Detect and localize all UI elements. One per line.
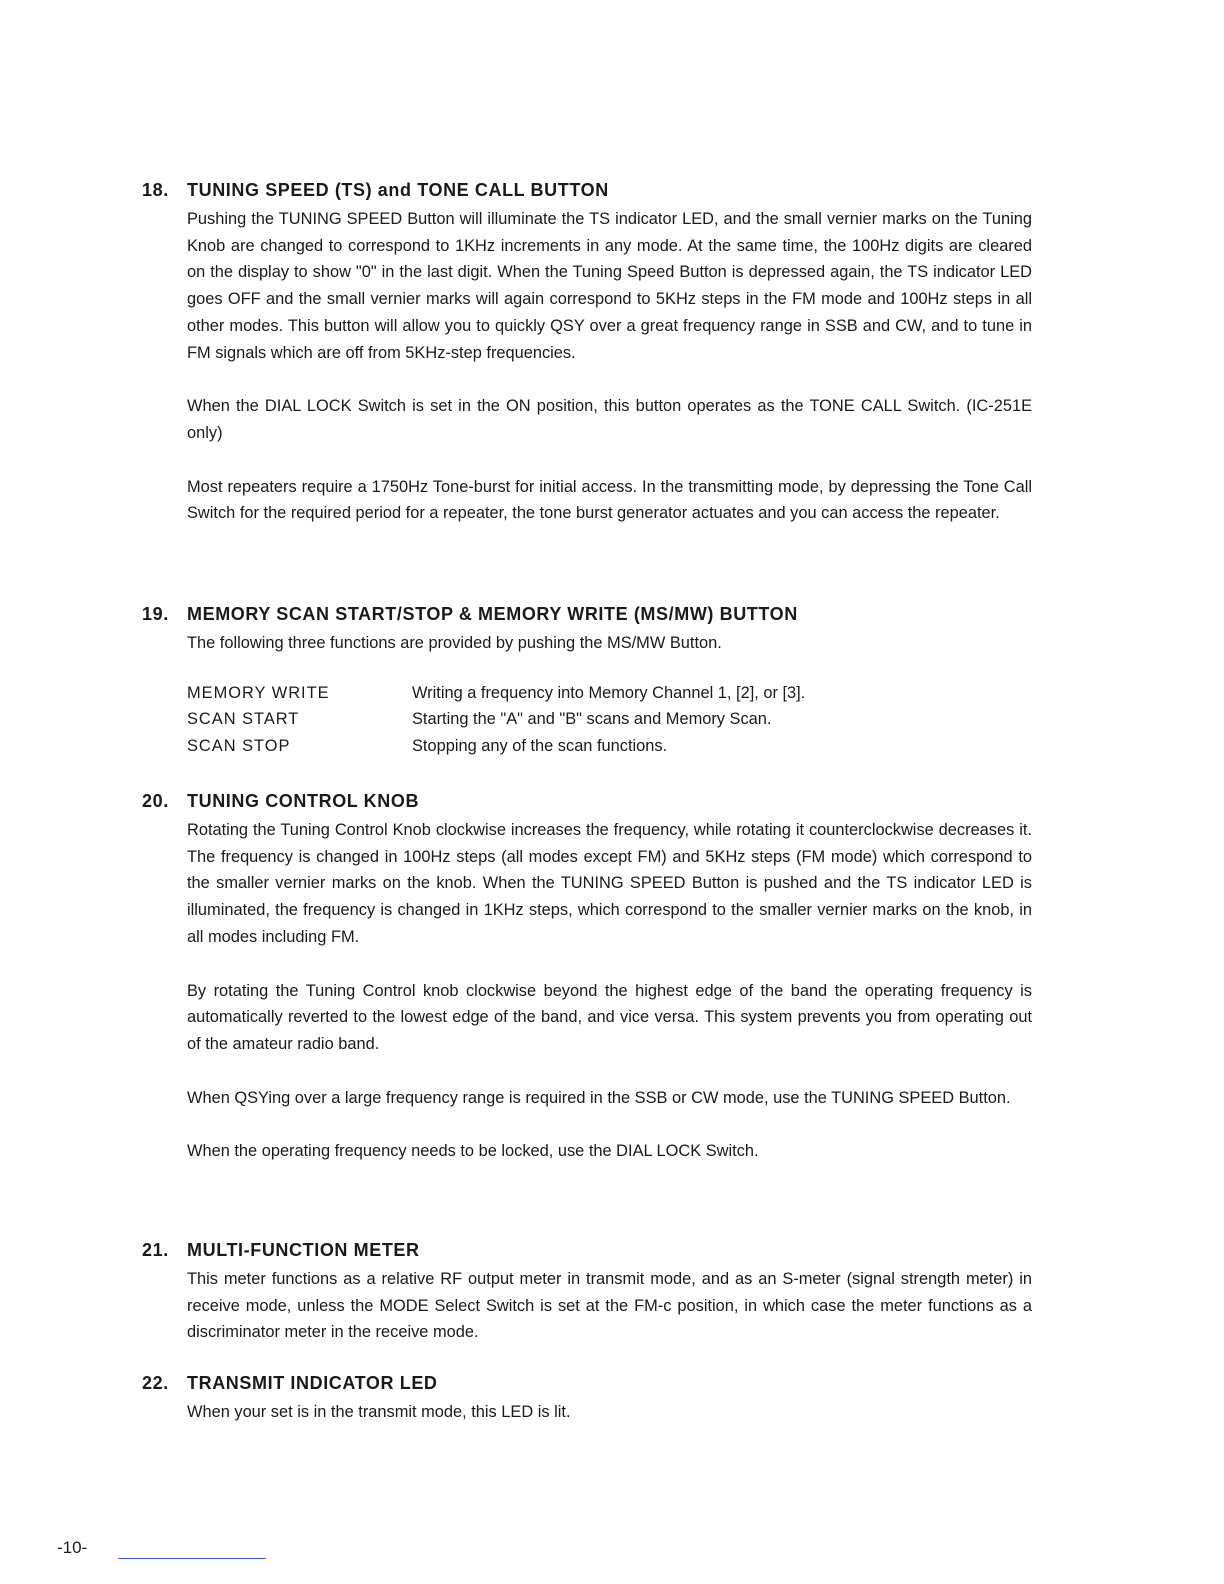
paragraph: Rotating the Tuning Control Knob clockwise increases the frequency, while rotating it counterclockwise decreases it. The frequency is changed in 100Hz steps (all modes except FM) and 5KHz steps (FM mode) which correspond to the smaller vernier marks on the knob. When the TUNING SPEED Button is pushed and the TS indicator LED is illuminated, the frequency is changed in 1KHz steps, which correspond to the smaller vernier marks on the knob, in all modes including FM.: [187, 821, 1032, 946]
section-title: TUNING SPEED (TS) and TONE CALL BUTTON: [187, 180, 609, 200]
function-row: [187, 684, 805, 711]
paragraph: When the DIAL LOCK Switch is set in the ON position, this button operates as the TONE CALL Switch. (IC-251E only): [187, 397, 1032, 442]
function-row: [187, 710, 805, 737]
section-20: [142, 791, 1032, 1165]
footer-rule: [118, 1558, 266, 1559]
paragraph: Most repeaters require a 1750Hz Tone-burst for initial access. In the transmitting mode, by depressing the Tone Call Switch for the required period for a repeater, the tone burst generator actuates and you can access the repeater.: [187, 477, 1032, 523]
function-term: MEMORY WRITE: [187, 683, 330, 702]
function-row: [187, 737, 805, 764]
section-heading: [142, 1373, 1032, 1399]
function-desc: Writing a frequency into Memory Channel 1, [2], or [3].: [412, 683, 806, 702]
paragraph: This meter functions as a relative RF output meter in transmit mode, and as an S-meter (signal strength meter) in receive mode, unless the MODE Select Switch is set at the FM-c position, in which case the meter functions as a discriminator meter in the receive mode.: [187, 1270, 1032, 1342]
section-number: 19.: [142, 604, 169, 624]
function-term: SCAN START: [187, 710, 300, 729]
paragraph: The following three functions are provided by pushing the MS/MW Button.: [187, 634, 722, 652]
section-number: 21.: [142, 1240, 169, 1260]
section-number: 20.: [142, 791, 169, 811]
paragraph: By rotating the Tuning Control knob clockwise beyond the highest edge of the band the operating frequency is automatically reverted to the lowest edge of the band, and vice versa. This system prevents you from operating out of the amateur radio band.: [187, 981, 1032, 1053]
section-heading: [142, 791, 1032, 817]
section-number: 22.: [142, 1373, 169, 1393]
section-title: TRANSMIT INDICATOR LED: [187, 1373, 438, 1393]
section-22: [142, 1373, 1032, 1426]
function-term: SCAN STOP: [187, 736, 291, 755]
section-number: 18.: [142, 180, 169, 200]
section-title: MULTI-FUNCTION METER: [187, 1240, 420, 1260]
function-desc: Starting the "A" and "B" scans and Memory Scan.: [412, 710, 772, 729]
section-title: TUNING CONTROL KNOB: [187, 791, 420, 811]
section-title: MEMORY SCAN START/STOP & MEMORY WRITE (MS/MW) BUTTON: [187, 604, 798, 624]
paragraph: When QSYing over a large frequency range is required in the SSB or CW mode, use the TUNING SPEED Button.: [187, 1088, 1011, 1107]
section-21: [142, 1240, 1032, 1346]
section-heading: [142, 604, 1032, 630]
section-heading: [142, 180, 1032, 206]
function-table: [187, 684, 805, 764]
function-desc: Stopping any of the scan functions.: [412, 736, 668, 755]
section-18: [142, 180, 1032, 527]
paragraph: When the operating frequency needs to be locked, use the DIAL LOCK Switch.: [187, 1142, 759, 1161]
section-19: [142, 604, 1032, 763]
page-number: -10-: [57, 1538, 88, 1557]
paragraph: When your set is in the transmit mode, this LED is lit.: [187, 1403, 571, 1421]
paragraph: Pushing the TUNING SPEED Button will illuminate the TS indicator LED, and the small vernier marks on the Tuning Knob are changed to correspond to 1KHz increments in any mode. At the same time, the 100Hz digits are cleared on the display to show "0" in the last digit. When the Tuning Speed Button is depressed again, the TS indicator LED goes OFF and the small vernier marks will again correspond to 5KHz steps in the FM mode and 100Hz steps in all other modes. This button will allow you to quickly QSY over a great frequency range in SSB and CW, and to tune in FM signals which are off from 5KHz-step frequencies.: [187, 210, 1032, 362]
section-heading: [142, 1240, 1032, 1266]
